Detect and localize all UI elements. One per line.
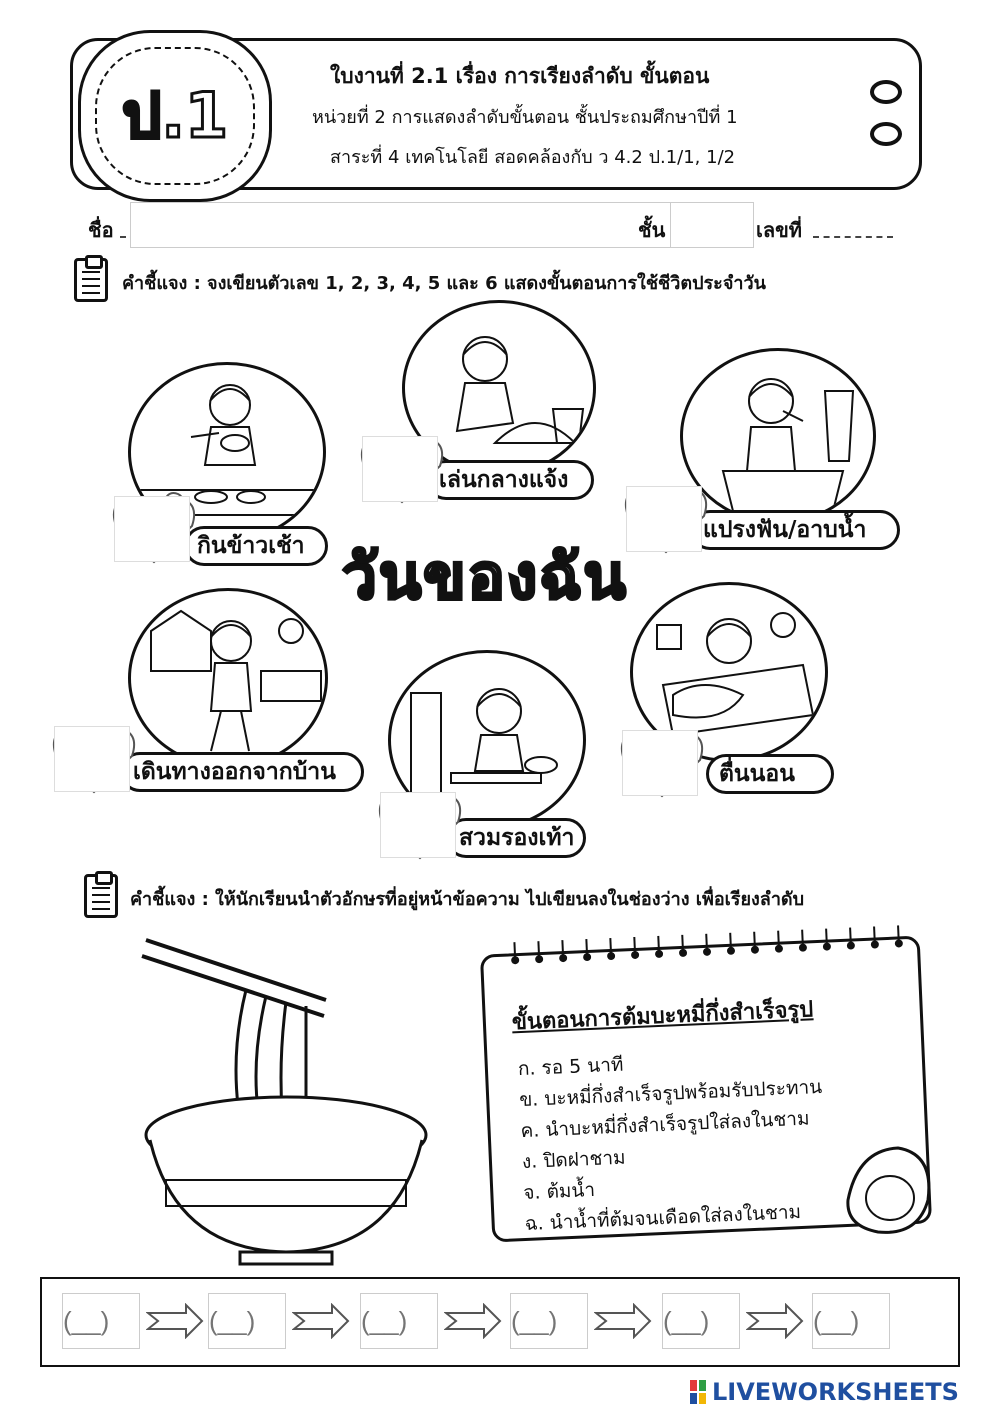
- scene-walking: [128, 588, 328, 768]
- student-info-row: [80, 202, 920, 248]
- activity-label-shoes: สวมรองเท้า: [446, 818, 586, 858]
- grade-badge-inner: [95, 47, 255, 185]
- arrow-right-icon: [146, 1303, 204, 1339]
- spiral-binding-icon: [504, 923, 905, 970]
- activity-answer-input[interactable]: [380, 792, 456, 858]
- class-field[interactable]: [670, 202, 754, 248]
- answer-heart-brushing: [620, 480, 712, 562]
- activity-answer-input[interactable]: [114, 496, 190, 562]
- arrow-right-icon: [444, 1303, 502, 1339]
- class-label: ชั้น: [638, 218, 666, 242]
- binder-holes: [868, 78, 906, 158]
- sequence-slot-1[interactable]: [62, 1293, 140, 1349]
- noodle-step: ข. บะหมี่กึ่งสำเร็จรูปพร้อมรับประทาน: [518, 1075, 823, 1112]
- arrow-right-icon: [594, 1303, 652, 1339]
- sequence-slot-6[interactable]: [812, 1293, 890, 1349]
- worksheet-subject: สาระที่ 4 เทคโนโลยี สอดคล้องกับ ว 4.2 ป.1/1, 1/2: [330, 147, 736, 168]
- activity-label-waking: ตื่นนอน: [706, 754, 834, 794]
- sequence-slot-4[interactable]: [510, 1293, 588, 1349]
- center-title: วันของฉัน: [342, 540, 628, 613]
- answer-heart-shoes: [374, 786, 466, 868]
- noodle-bowl-icon: [136, 930, 456, 1270]
- noodle-steps-list: [517, 1041, 828, 1240]
- worksheet-unit: หน่วยที่ 2 การแสดงลำดับขั้นตอน ชั้นประถมศึกษาปีที่ 1: [312, 107, 738, 128]
- sequence-answer-row: [40, 1277, 960, 1367]
- number-label: เลขที่: [756, 218, 802, 242]
- answer-heart-eating: [108, 490, 200, 572]
- footer-brand[interactable]: LIVEWORKSHEETS: [712, 1378, 959, 1406]
- noodle-step: ฉ. นำน้ำที่ต้มจนเดือดใส่ลงในชาม: [524, 1200, 802, 1236]
- instruction-2: คำชี้แจง : ให้นักเรียนนำตัวอักษรที่อยู่หน้าข้อความ ไปเขียนลงในช่องว่าง เพื่อเรียงลำดับ: [130, 889, 805, 910]
- answer-heart-waking: [616, 724, 708, 806]
- egg-icon: [838, 1140, 938, 1240]
- activity-answer-input[interactable]: [626, 486, 702, 552]
- grade-text: ป.1: [121, 79, 229, 152]
- binder-hole-icon: [870, 122, 902, 146]
- activity-label-brushing: แปรงฟัน/อาบน้ำ: [690, 510, 900, 550]
- noodle-step: ค. นำบะหมี่กึ่งสำเร็จรูปใส่ลงในชาม: [520, 1107, 810, 1143]
- walking-icon: [131, 591, 328, 768]
- instruction-1: คำชี้แจง : จงเขียนตัวเลข 1, 2, 3, 4, 5 และ 6 แสดงขั้นตอนการใช้ชีวิตประจำวัน: [122, 273, 766, 294]
- arrow-right-icon: [292, 1303, 350, 1339]
- sequence-slot-3[interactable]: [360, 1293, 438, 1349]
- noodle-step: จ. ต้มน้ำ: [522, 1178, 596, 1205]
- clipboard-icon: [74, 258, 108, 302]
- activity-answer-input[interactable]: [622, 730, 698, 796]
- worksheet-title: ใบงานที่ 2.1 เรื่อง การเรียงลำดับ ขั้นตอน: [330, 64, 710, 88]
- name-label: ชื่อ: [88, 218, 114, 242]
- name-field[interactable]: [130, 202, 716, 248]
- answer-heart-playing: [356, 430, 448, 512]
- answer-heart-walking: [48, 720, 140, 802]
- activity-answer-input[interactable]: [54, 726, 130, 792]
- liveworksheets-logo-icon: [690, 1380, 706, 1404]
- activity-label-eating: กินข้าวเช้า: [184, 526, 328, 566]
- noodle-step: ง. ปิดฝาชาม: [521, 1146, 627, 1174]
- grade-badge: [78, 30, 272, 202]
- sequence-slot-5[interactable]: [662, 1293, 740, 1349]
- number-dash-line: [813, 236, 893, 238]
- noodle-title: ขั้นตอนการต้มบะหมี่กึ่งสำเร็จรูป: [511, 997, 814, 1036]
- arrow-right-icon: [746, 1303, 804, 1339]
- activity-answer-input[interactable]: [362, 436, 438, 502]
- clipboard-icon: [84, 874, 118, 918]
- noodle-step: ก. รอ 5 นาที: [517, 1053, 624, 1081]
- activity-label-walking: เดินทางออกจากบ้าน: [120, 752, 364, 792]
- activity-label-playing: เล่นกลางแจ้ง: [426, 460, 594, 500]
- binder-hole-icon: [870, 80, 902, 104]
- sequence-slot-2[interactable]: [208, 1293, 286, 1349]
